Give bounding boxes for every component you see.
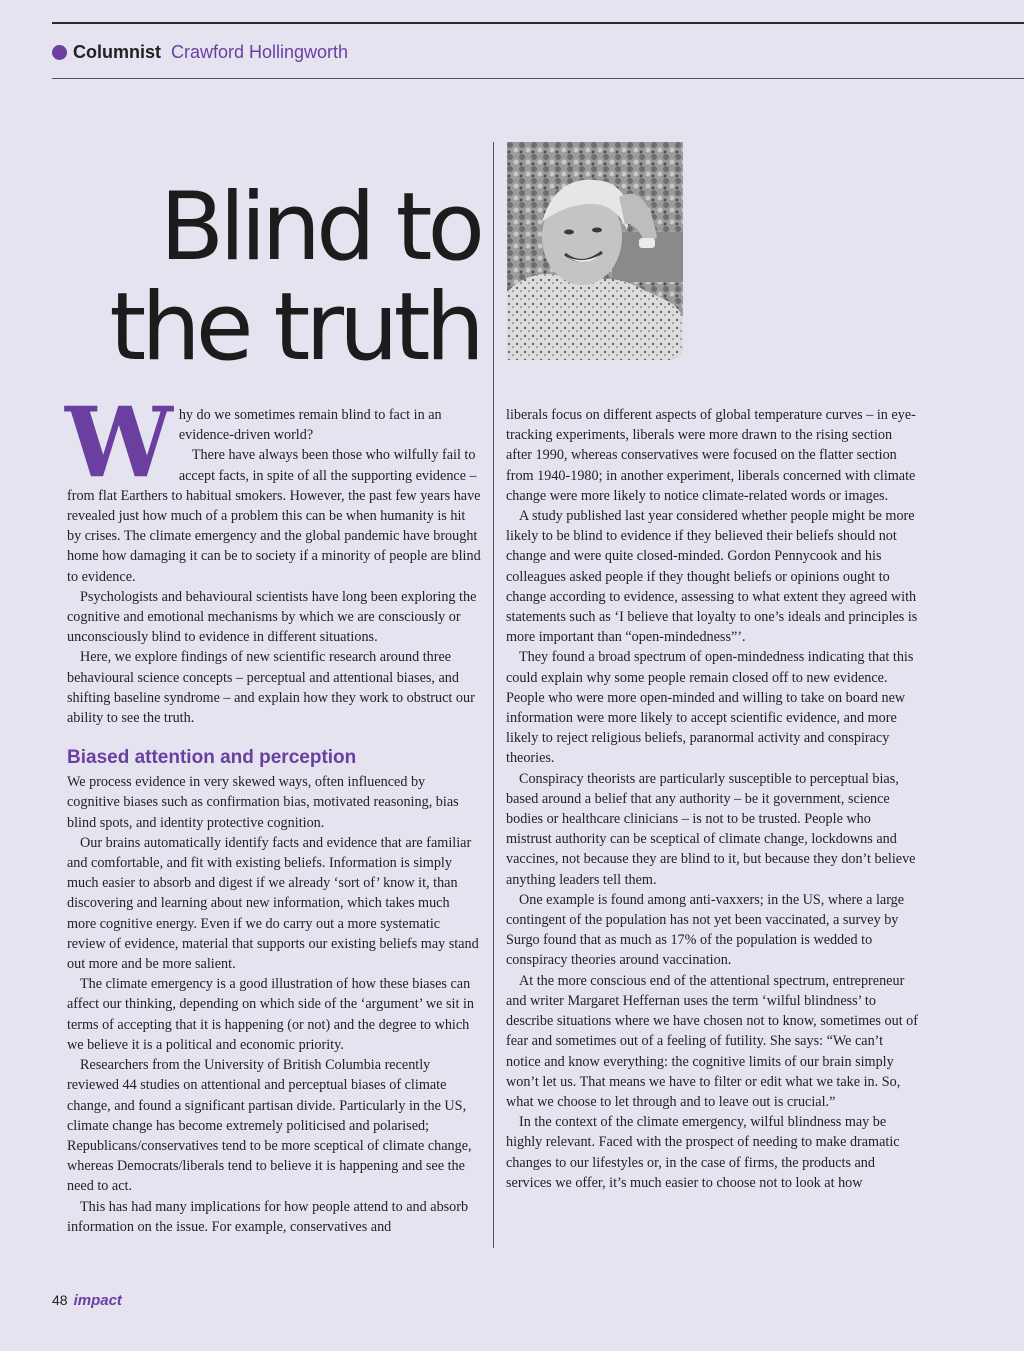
page-number: 48 [52, 1292, 68, 1308]
article-title [109, 173, 480, 382]
body-paragraph: A study published last year considered whether people might be more likely to be blind to evidence if they believed their beliefs should not change and were quite closed-minded. Gordon Pennycook and his colleagues asked people if they thought beliefs or opinions ought to change according to evidence, assessing to what extent they agreed with statements such as ‘I believe that loyalty to one’s ideals and principles is more important than “open-mindedness”’. [506, 508, 918, 646]
continued-paragraph: liberals focus on different aspects of global temperature curves – in eye-tracking experiments, liberals were more drawn to the rising section after 1990, whereas conservatives were focused on the flatter section from 1940-1980; in another experiment, liberals concerned with climate change were more likely to notice climate-related words or images. [506, 407, 916, 504]
magazine-logo: impact [73, 1292, 122, 1309]
body-paragraph: There have always been those who wilfully fail to accept facts, in spite of all the supporting evidence – from flat Earthers to habitual smokers. However, the past few years have revealed just how much of a problem this can be when humanity is hit by crises. The climate emergency and the global pandemic have brought home how damaging it can be to society if a minority of people are blind to evidence. [67, 447, 481, 585]
body-paragraph: The climate emergency is a good illustration of how these biases can affect our thinking, depending on which side of the ‘argument’ we sit in terms of accepting that it is happening (or not) and the degree to which we believe it is a political and economic priority. [67, 976, 475, 1053]
top-rule [52, 22, 1024, 24]
body-paragraph: Here, we explore findings of new scientific research around three behavioural science concepts – perceptual and attentional biases, and shifting baseline syndrome – and explain how they work to obstruct our ability to see the truth. [67, 649, 475, 727]
article-column-left [65, 386, 481, 1237]
article-column-right [506, 405, 920, 1193]
body-paragraph: Our brains automatically identify facts and evidence that are familiar and comfortable, and fit with existing beliefs. Information is simply much easier to absorb and digest if we already ‘sort of’ know it, than discovering and learning about new information, which takes much more cognitive energy. Even if we do carry out a more systematic review of evidence, material that supports our existing beliefs may stand out more and be more salient. [67, 834, 479, 973]
header-rule [52, 78, 1024, 79]
author-photo-illustration [507, 142, 683, 360]
body-paragraph: At the more conscious end of the attentional spectrum, entrepreneur and writer Margaret Heffernan uses the term ‘wilful blindness’ to describe situations where we have chosen not to know, sometimes out of fear and sometimes out of a feeling of futility. She says: “We can’t notice and know everything: the cognitive limits of our brain simply won’t let us. That means we have to filter or edit what we take in. So, what we choose to let through and to leave out is crucial.” [506, 972, 918, 1110]
intro-paragraph: hy do we sometimes remain blind to fact in an evidence-driven world? [178, 407, 442, 444]
title-line-1: Blind to [159, 173, 480, 282]
body-paragraph: Psychologists and behavioural scientists have long been exploring the cognitive and emotional mechanisms by which we are consciously or unconsciously blind to evidence in different situations. [67, 588, 477, 646]
body-paragraph: They found a broad spectrum of open-mindedness indicating that this could explain why some people remain closed off to new evidence. People who were more open-minded and willing to take on board new information were more likely to accept scientific evidence, and more likely to reject religious beliefs, paranormal activity and conspiracy theories. [506, 649, 914, 767]
columnist-name: Crawford Hollingworth [171, 41, 349, 62]
drop-cap: W [65, 386, 173, 499]
body-paragraph: This has had many implications for how people attend to and absorb information on the issue. For example, conservatives and [67, 1198, 469, 1235]
section-subhead: Biased attention and perception [67, 747, 357, 769]
column-divider [493, 142, 494, 1248]
page-footer [52, 1292, 122, 1309]
body-paragraph: Researchers from the University of British Columbia recently reviewed 44 studies on attentional and perceptual biases of climate change, and found a significant partisan divide. Particularly in the US, climate change has become extremely politicised and polarised; Republicans/conservatives tend to be more sceptical of climate change, whereas Democrats/liberals tend to believe it is happening and see the need to act. [67, 1057, 472, 1195]
section-first-paragraph: We process evidence in very skewed ways, often influenced by cognitive biases such as confirmation bias, motivated reasoning, bias blind spots, and identity protective cognition. [67, 774, 459, 831]
author-photo [507, 142, 683, 360]
columnist-label: Columnist [73, 41, 161, 62]
body-paragraph: One example is found among anti-vaxxers; in the US, where a large contingent of the population has not yet been vaccinated, a survey by Surgo found that as much as 17% of the population is wedded to conspiracy theories around vaccination. [506, 891, 905, 969]
column-header [52, 38, 348, 66]
body-paragraph: In the context of the climate emergency, wilful blindness may be highly relevant. Faced with the prospect of needing to make dramatic changes to our lifestyles or, in the case of firms, the products and services we offer, it’s much easier to choose not to look at how [506, 1114, 900, 1191]
title-line-2: the truth [109, 273, 480, 382]
bullet-dot-icon [52, 45, 67, 60]
body-paragraph: Conspiracy theorists are particularly susceptible to perceptual bias, based around a belief that any authority – be it government, science bodies or healthcare clinicians – is not to be trusted. People who mistrust authority can be sceptical of climate change, lockdowns and vaccines, not because they are blind to it, but because they don’t believe anything leaders tell them. [506, 770, 916, 888]
